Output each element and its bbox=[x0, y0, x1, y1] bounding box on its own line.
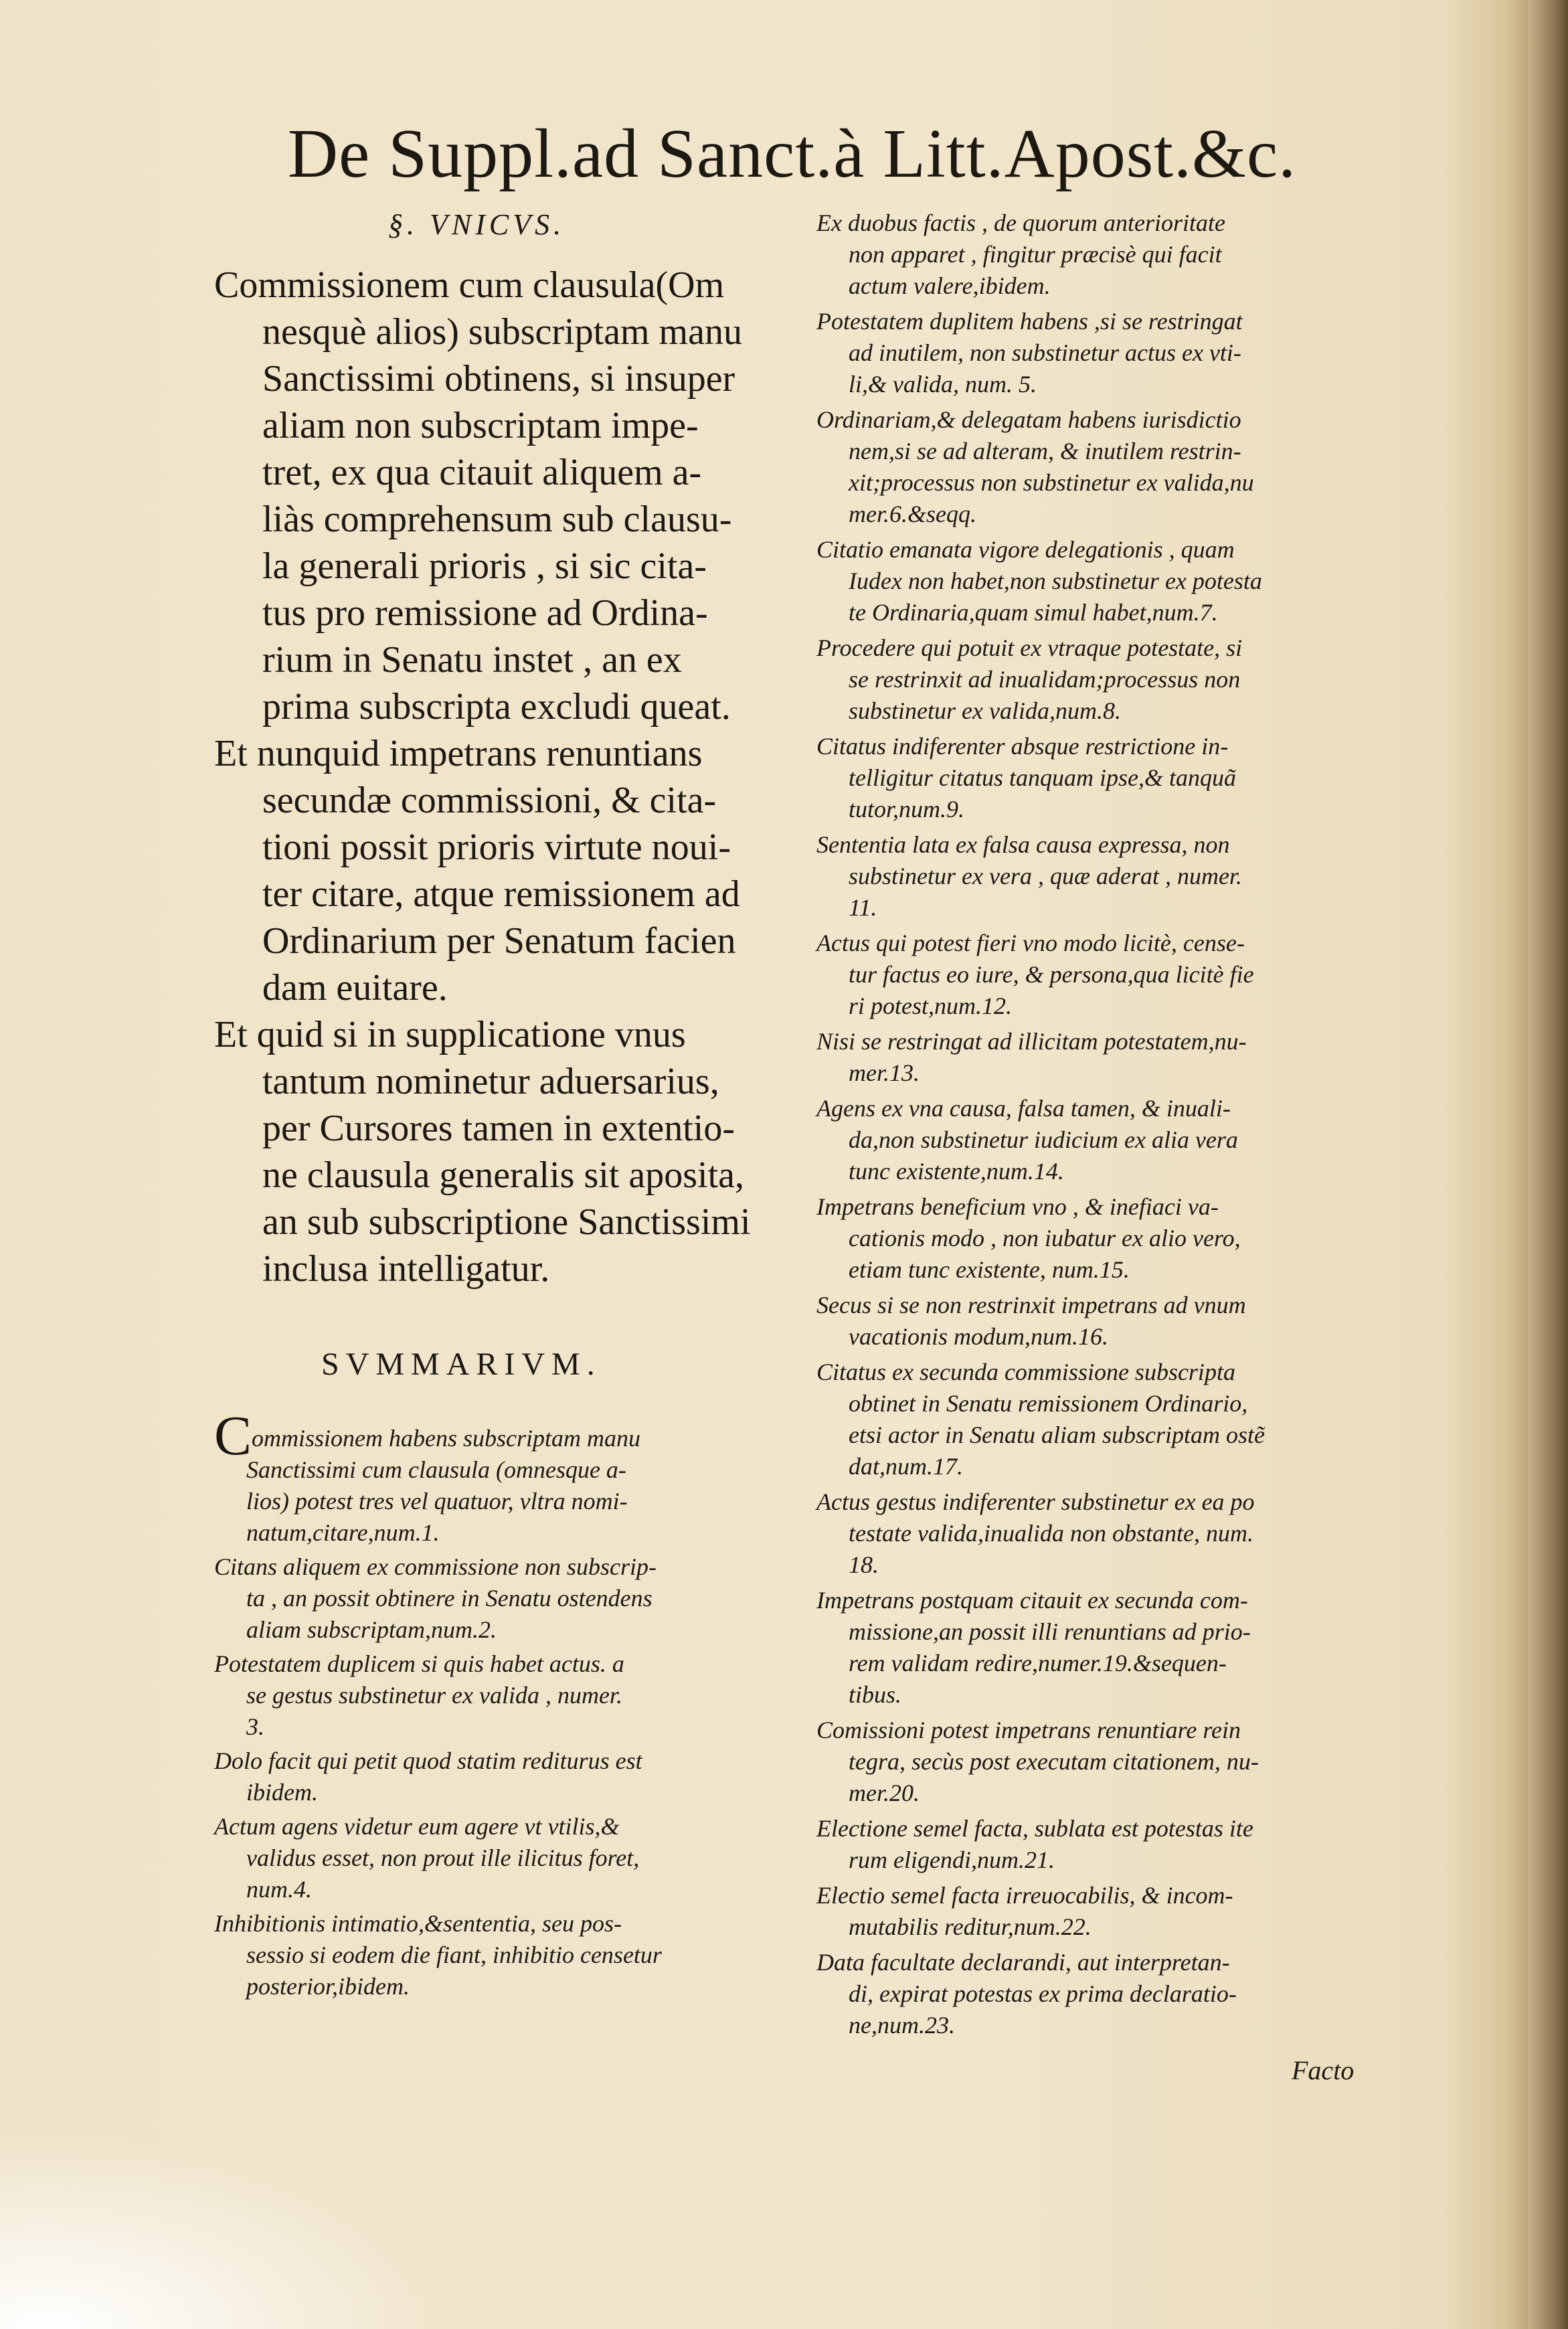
question-paragraph-line: Et quid si in supplicatione vnus bbox=[214, 1014, 686, 1055]
summary-entry-line: ad inutilem, non substinetur actus ex vti- bbox=[849, 339, 1241, 366]
question-paragraph-line: ter citare, atque remissionem ad bbox=[262, 873, 740, 915]
summary-entry-line: xit;processus non substinetur ex valida,nu bbox=[849, 469, 1254, 496]
summary-entry-line: da,non substinetur iudicium ex alia vera bbox=[849, 1126, 1238, 1153]
page-header: De Suppl.ad Sanct.à Litt.Apost.&c. bbox=[288, 115, 1297, 192]
drop-cap: C bbox=[214, 1405, 252, 1467]
section-title: §. VNICVS. bbox=[388, 208, 565, 241]
summary-entries-left bbox=[214, 1405, 790, 2002]
question-paragraph-line: Commissionem cum clausula(Om bbox=[214, 264, 725, 306]
summary-entry-line: Inhibitionis intimatio,&sententia, seu pos- bbox=[214, 1910, 622, 1937]
summary-entry-line: Procedere qui potuit ex vtraque potestate, si bbox=[816, 634, 1243, 661]
summary-entry-line: ne,num.23. bbox=[849, 2012, 955, 2039]
question-paragraph-line: la generali prioris , si sic cita- bbox=[262, 545, 707, 587]
summary-entry-line: li,& valida, num. 5. bbox=[849, 371, 1037, 398]
summary-entry-line: Comissioni potest impetrans renuntiare rein bbox=[816, 1717, 1241, 1743]
summary-entry-line: vacationis modum,num.16. bbox=[849, 1323, 1108, 1350]
question-paragraph bbox=[214, 1011, 790, 1292]
summary-entry-line: testate valida,inualida non obstante, num. bbox=[849, 1520, 1253, 1547]
summary-entry bbox=[214, 1405, 790, 1549]
summary-entries-right bbox=[816, 207, 1399, 2041]
summary-entry-line: Dolo facit qui petit quod statim rediturus est bbox=[214, 1747, 642, 1774]
summary-entry bbox=[816, 1357, 1399, 1482]
summary-entry-line: mer.6.&seqq. bbox=[849, 501, 976, 527]
summary-entry-line: lios) potest tres vel quatuor, vltra nomi- bbox=[246, 1488, 628, 1515]
summary-entry-line: cationis modo , non iubatur ex alio vero, bbox=[849, 1225, 1241, 1252]
summary-entry-line: Data facultate declarandi, aut interpretan- bbox=[816, 1949, 1230, 1976]
summary-entry-line: tunc existente,num.14. bbox=[849, 1158, 1064, 1185]
left-column bbox=[214, 207, 790, 2005]
summary-entry bbox=[214, 1551, 790, 1646]
summary-entry bbox=[816, 1947, 1399, 2041]
summary-entry-line: di, expirat potestas ex prima declaratio- bbox=[849, 1980, 1237, 2007]
question-block bbox=[214, 262, 790, 1292]
summary-entry bbox=[816, 534, 1399, 628]
summary-entry-line: etiam tunc existente, num.15. bbox=[849, 1256, 1130, 1283]
page-binding-edge bbox=[1528, 0, 1568, 2329]
summary-entry-line: te Ordinaria,quam simul habet,num.7. bbox=[849, 599, 1218, 626]
summary-entry-line: Impetrans beneficium vno , & inefiaci va- bbox=[816, 1193, 1219, 1220]
question-paragraph-line: dam euitare. bbox=[262, 967, 448, 1009]
summary-entry-line: se restrinxit ad inualidam;processus non bbox=[849, 666, 1241, 693]
summary-entry-line: aliam subscriptam,num.2. bbox=[246, 1616, 497, 1643]
question-paragraph-line: ne clausula generalis sit aposita, bbox=[262, 1154, 744, 1196]
summary-entry bbox=[816, 1813, 1399, 1876]
summary-entry bbox=[816, 731, 1399, 825]
question-paragraph-line: per Cursores tamen in extentio- bbox=[262, 1108, 735, 1149]
question-paragraph-line: Et nunquid impetrans renuntians bbox=[214, 733, 703, 774]
summary-entry bbox=[816, 928, 1399, 1022]
summary-entry-line: rem validam redire,numer.19.&sequen- bbox=[849, 1650, 1227, 1676]
summary-entry-line: mutabilis reditur,num.22. bbox=[849, 1913, 1092, 1940]
summary-entry bbox=[214, 1648, 790, 1743]
summary-entry bbox=[214, 1908, 790, 2002]
question-paragraph-line: tus pro remissione ad Ordina- bbox=[262, 592, 708, 634]
summary-entry-line: validus esset, non prout ille ilicitus foret, bbox=[246, 1844, 640, 1871]
summary-entry bbox=[816, 306, 1399, 400]
question-paragraph-line: rium in Senatu instet , an ex bbox=[262, 639, 682, 681]
summary-entry bbox=[816, 404, 1399, 530]
catchword: Facto bbox=[1292, 2055, 1355, 2085]
summary-entry-line: rum eligendi,num.21. bbox=[849, 1846, 1055, 1873]
summary-entry-line: Nisi se restringat ad illicitam potestatem,nu- bbox=[816, 1028, 1247, 1055]
summary-title: SVMMARIVM. bbox=[321, 1347, 602, 1382]
summary-entry-line: Ex duobus factis , de quorum anterioritate bbox=[816, 209, 1225, 236]
summary-entry bbox=[816, 1486, 1399, 1581]
summary-entry bbox=[214, 1811, 790, 1905]
summary-entry-line: sessio si eodem die fiant, inhibitio censetur bbox=[246, 1942, 662, 1968]
summary-entry-line: Actus qui potest fieri vno modo licitè, cense- bbox=[816, 930, 1245, 956]
question-paragraph-line: Ordinarium per Senatum facien bbox=[262, 920, 736, 962]
summary-entry-line: mer.13. bbox=[849, 1059, 920, 1086]
question-paragraph-line: tioni possit prioris virtute noui- bbox=[262, 827, 731, 868]
question-paragraph-line: tantum nominetur aduersarius, bbox=[262, 1061, 719, 1102]
summary-entry-line: obtinet in Senatu remissionem Ordinario, bbox=[849, 1390, 1248, 1417]
question-paragraph-line: nesquè alios) subscriptam manu bbox=[262, 311, 742, 353]
summary-entry-line: Impetrans postquam citauit ex secunda com- bbox=[816, 1587, 1248, 1614]
summary-entry bbox=[816, 1715, 1399, 1809]
summary-entry-line: tutor,num.9. bbox=[849, 796, 965, 823]
summary-entry-line: tur factus eo iure, & persona,qua licitè fie bbox=[849, 961, 1254, 988]
summary-entry-line: tibus. bbox=[849, 1681, 902, 1708]
right-column bbox=[816, 207, 1399, 2045]
question-paragraph-line: secundæ commissioni, & cita- bbox=[262, 780, 717, 821]
summary-entry-line: Electio semel facta irreuocabilis, & incom- bbox=[816, 1882, 1233, 1909]
question-paragraph-line: inclusa intelligatur. bbox=[262, 1248, 550, 1290]
summary-entry bbox=[816, 1585, 1399, 1711]
summary-entry-line: num.4. bbox=[246, 1876, 312, 1903]
summary-entry-line: substinetur ex vera , quæ aderat , numer. bbox=[849, 863, 1242, 889]
summary-entry-line: 18. bbox=[849, 1551, 879, 1578]
summary-entry-line: Actum agens videtur eum agere vt vtilis,& bbox=[214, 1813, 620, 1840]
summary-entry-line: 11. bbox=[849, 894, 877, 921]
summary-entry-line: Agens ex vna causa, falsa tamen, & inuali- bbox=[816, 1095, 1231, 1122]
summary-entry-line: Sanctissimi cum clausula (omnesque a- bbox=[246, 1456, 626, 1483]
summary-entry-line: mer.20. bbox=[849, 1780, 920, 1806]
summary-entry-line: ibidem. bbox=[246, 1779, 318, 1806]
summary-entry-line bbox=[214, 1405, 790, 1467]
summary-entry bbox=[816, 1191, 1399, 1286]
summary-entry-line: dat,num.17. bbox=[849, 1453, 963, 1480]
summary-entry-line: Actus gestus indiferenter substinetur ex ea po bbox=[816, 1488, 1255, 1515]
summary-entry-line: se gestus substinetur ex valida , numer. bbox=[246, 1682, 622, 1709]
summary-entry-line: Potestatem duplitem habens ,si se restringat bbox=[816, 308, 1243, 335]
question-paragraph-line: an sub subscriptione Sanctissimi bbox=[262, 1201, 751, 1243]
summary-entry-line: 3. bbox=[246, 1713, 264, 1740]
summary-entry-line: Citatus indiferenter absque restrictione in- bbox=[816, 733, 1229, 760]
question-paragraph bbox=[214, 262, 790, 730]
summary-entry-line: Secus si se non restrinxit impetrans ad vnum bbox=[816, 1292, 1246, 1318]
question-paragraph-line: tret, ex qua citauit aliquem a- bbox=[262, 452, 702, 493]
summary-entry bbox=[816, 1026, 1399, 1089]
question-paragraph-line: Sanctissimi obtinens, si insuper bbox=[262, 358, 735, 400]
question-paragraph-line: aliam non subscriptam impe- bbox=[262, 405, 699, 446]
summary-entry-line: nem,si se ad alteram, & inutilem restrin- bbox=[849, 438, 1241, 464]
summary-entry-line: Iudex non habet,non substinetur ex potesta bbox=[849, 568, 1262, 594]
summary-entry-line: Citatus ex secunda commissione subscripta bbox=[816, 1359, 1235, 1385]
question-paragraph-line: prima subscripta excludi queat. bbox=[262, 686, 731, 727]
summary-entry bbox=[816, 1880, 1399, 1943]
summary-entry-line: posterior,ibidem. bbox=[246, 1973, 410, 2000]
summary-entry-line: missione,an possit illi renuntians ad prio- bbox=[849, 1618, 1251, 1645]
summary-entry-line: non apparet , fingitur præcisè qui facit bbox=[849, 241, 1222, 268]
summary-entry-line: etsi actor in Senatu aliam subscriptam ostẽ bbox=[849, 1421, 1265, 1448]
summary-entry bbox=[816, 1093, 1399, 1187]
summary-entry-line: ri potest,num.12. bbox=[849, 993, 1013, 1019]
summary-entry-text: ommissionem habens subscriptam manu bbox=[252, 1425, 641, 1452]
summary-entry bbox=[214, 1745, 790, 1808]
summary-entry-line: Citans aliquem ex commissione non subscrip- bbox=[214, 1553, 657, 1580]
question-paragraph bbox=[214, 730, 790, 1011]
summary-entry-line: substinetur ex valida,num.8. bbox=[849, 697, 1121, 724]
summary-entry-line: ta , an possit obtinere in Senatu ostendens bbox=[246, 1585, 652, 1612]
summary-entry-line: tegra, secùs post executam citationem, nu- bbox=[849, 1748, 1259, 1775]
summary-entry-line: Sententia lata ex falsa causa expressa, non bbox=[816, 831, 1230, 858]
summary-entry-line: telligitur citatus tanquam ipse,& tanquã bbox=[849, 764, 1236, 791]
summary-entry-line: actum valere,ibidem. bbox=[849, 272, 1051, 299]
summary-entry-line: natum,citare,num.1. bbox=[246, 1519, 440, 1546]
paper-stain bbox=[0, 2128, 468, 2329]
summary-entry-line: Electione semel facta, sublata est potestas ite bbox=[816, 1815, 1253, 1842]
summary-entry bbox=[816, 829, 1399, 924]
summary-entry bbox=[816, 1290, 1399, 1353]
summary-entry-line: Ordinariam,& delegatam habens iurisdictio bbox=[816, 406, 1241, 433]
summary-entry-line: Potestatem duplicem si quis habet actus. a bbox=[214, 1650, 624, 1677]
summary-entry-line: Citatio emanata vigore delegationis , quam bbox=[816, 536, 1235, 563]
summary-entry bbox=[816, 632, 1399, 727]
summary-entry bbox=[816, 207, 1399, 302]
question-paragraph-line: liàs comprehensum sub clausu- bbox=[262, 499, 732, 540]
